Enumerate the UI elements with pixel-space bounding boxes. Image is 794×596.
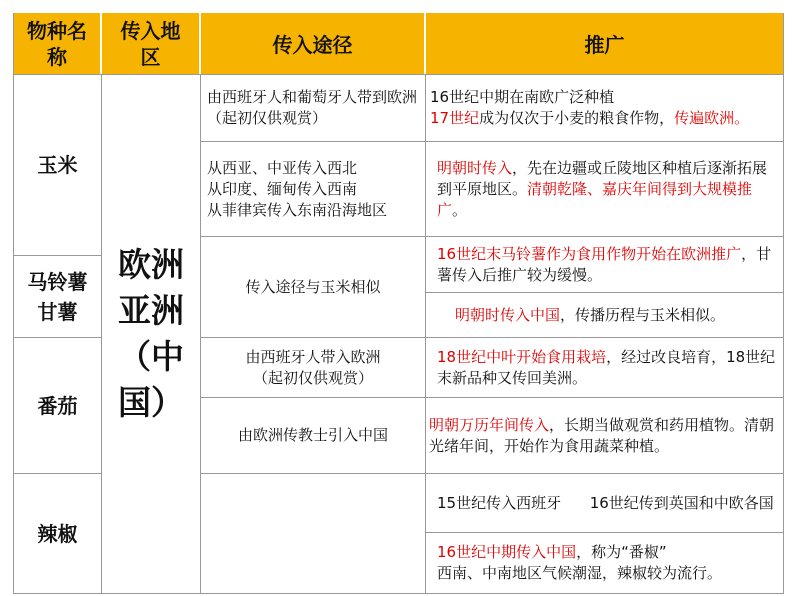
header-promotion bbox=[426, 13, 783, 74]
species-tomato-text: 番茄 bbox=[37, 393, 78, 418]
corn-promo-1-red-spread: 传遍欧洲。 bbox=[674, 109, 750, 127]
corn-promo-2-red-qing: 清朝乾隆、嘉庆年间得到大规模推广 bbox=[437, 179, 753, 219]
pepper-promo-2-name: ，称为“番椒” bbox=[576, 543, 667, 561]
grid-line bbox=[13, 593, 784, 594]
corn-promo-2 bbox=[437, 142, 777, 236]
potato-promo-2-red: 明朝时传入中国 bbox=[455, 305, 561, 324]
corn-route-1 bbox=[207, 75, 421, 141]
grid-line bbox=[425, 74, 426, 593]
pepper-promo-2-region: 西南、中南地区气候潮湿，辣椒较为流行。 bbox=[437, 564, 723, 582]
corn-promo-1-line-b: 成为仅次于小麦的粮食作物， bbox=[479, 109, 675, 127]
pepper-promo-2 bbox=[437, 533, 782, 593]
tomato-promo-1 bbox=[437, 338, 777, 397]
species-pepper bbox=[14, 474, 101, 593]
pepper-promo-1 bbox=[437, 474, 777, 532]
header-region bbox=[102, 13, 199, 74]
species-corn bbox=[14, 75, 101, 255]
corn-promo-1-red-year: 17世纪 bbox=[430, 109, 480, 127]
pepper-route-empty-1 bbox=[201, 474, 425, 532]
corn-promo-2-red-ming: 明朝时传入 bbox=[437, 158, 513, 177]
tomato-promo-2-red: 明朝万历年间传入 bbox=[429, 415, 550, 434]
corn-route-2-line-1: 从西亚、中亚传入西北 bbox=[207, 158, 358, 177]
pepper-route-empty-2 bbox=[201, 533, 425, 593]
potato-promo-2-text: ，传播历程与玉米相似。 bbox=[560, 305, 726, 324]
potato-route bbox=[201, 237, 425, 337]
corn-promo-2-text: ，先在边疆或丘陵地区种植后逐渐拓展到平原地区。 bbox=[437, 158, 768, 198]
tomato-promo-2 bbox=[429, 398, 782, 473]
potato-promo-1-text: ，甘薯传入后推广较为缓慢。 bbox=[437, 244, 772, 284]
tomato-promo-1-red: 18世纪中叶开始食用栽培 bbox=[437, 347, 607, 366]
species-potato-text: 马铃薯 bbox=[27, 269, 88, 294]
header-species bbox=[14, 13, 100, 74]
region-text: 欧洲亚洲（中国） bbox=[118, 245, 184, 422]
corn-route-1-text: 由西班牙人和葡萄牙人带到欧洲（起初仅供观赏） bbox=[207, 88, 418, 127]
species-potato bbox=[14, 256, 101, 337]
header-route-text: 传入途径 bbox=[272, 33, 353, 57]
pepper-promo-2-red: 16世纪中期传入中国 bbox=[437, 543, 577, 561]
corn-route-2-line-2: 从印度、缅甸传入西南 bbox=[207, 179, 358, 198]
species-tomato bbox=[14, 338, 101, 473]
species-corn-text: 玉米 bbox=[37, 153, 78, 177]
corn-route-2 bbox=[207, 142, 421, 236]
header-promotion-text: 推广 bbox=[584, 33, 625, 57]
tomato-route-2-text: 由欧洲传教士引入中国 bbox=[237, 426, 388, 444]
potato-promo-1 bbox=[437, 237, 777, 292]
grid-line bbox=[783, 13, 784, 593]
species-sweet-potato-text: 甘薯 bbox=[37, 299, 78, 324]
tomato-route-1-line-1: 由西班牙人带入欧洲 bbox=[245, 347, 381, 366]
corn-promo-1 bbox=[430, 75, 782, 141]
species-pepper-text: 辣椒 bbox=[37, 521, 78, 546]
region-cell bbox=[102, 75, 200, 593]
tomato-route-1 bbox=[201, 338, 425, 397]
tomato-promo-2-text: ，长期当做观赏和药用植物。清朝光绪年间，开始作为食用蔬菜种植。 bbox=[429, 415, 775, 455]
tomato-route-2 bbox=[201, 398, 425, 473]
corn-route-2-line-3: 从菲律宾传入东南沿海地区 bbox=[207, 200, 388, 219]
pepper-promo-1-spain: 15世纪传入西班牙 bbox=[437, 494, 562, 512]
header-region-text: 传入地区 bbox=[120, 18, 181, 69]
corn-promo-2-end: 。 bbox=[452, 200, 468, 219]
header-route bbox=[201, 13, 424, 74]
potato-route-text: 传入途径与玉米相似 bbox=[245, 277, 381, 296]
tomato-promo-1-text: ，经过改良培育，18世纪末新品种又传回美洲。 bbox=[437, 347, 776, 387]
pepper-promo-1-england: 16世纪传到英国和中欧各国 bbox=[589, 494, 774, 512]
corn-promo-1-line-a: 16世纪中期在南欧广泛种植 bbox=[430, 88, 615, 106]
potato-promo-1-red: 16世纪末马铃薯作为食用作物开始在欧洲推广 bbox=[437, 244, 742, 263]
potato-promo-2 bbox=[455, 293, 780, 337]
header-species-text: 物种名称 bbox=[27, 18, 87, 69]
tomato-route-1-line-2: （起初仅供观赏） bbox=[252, 368, 373, 387]
